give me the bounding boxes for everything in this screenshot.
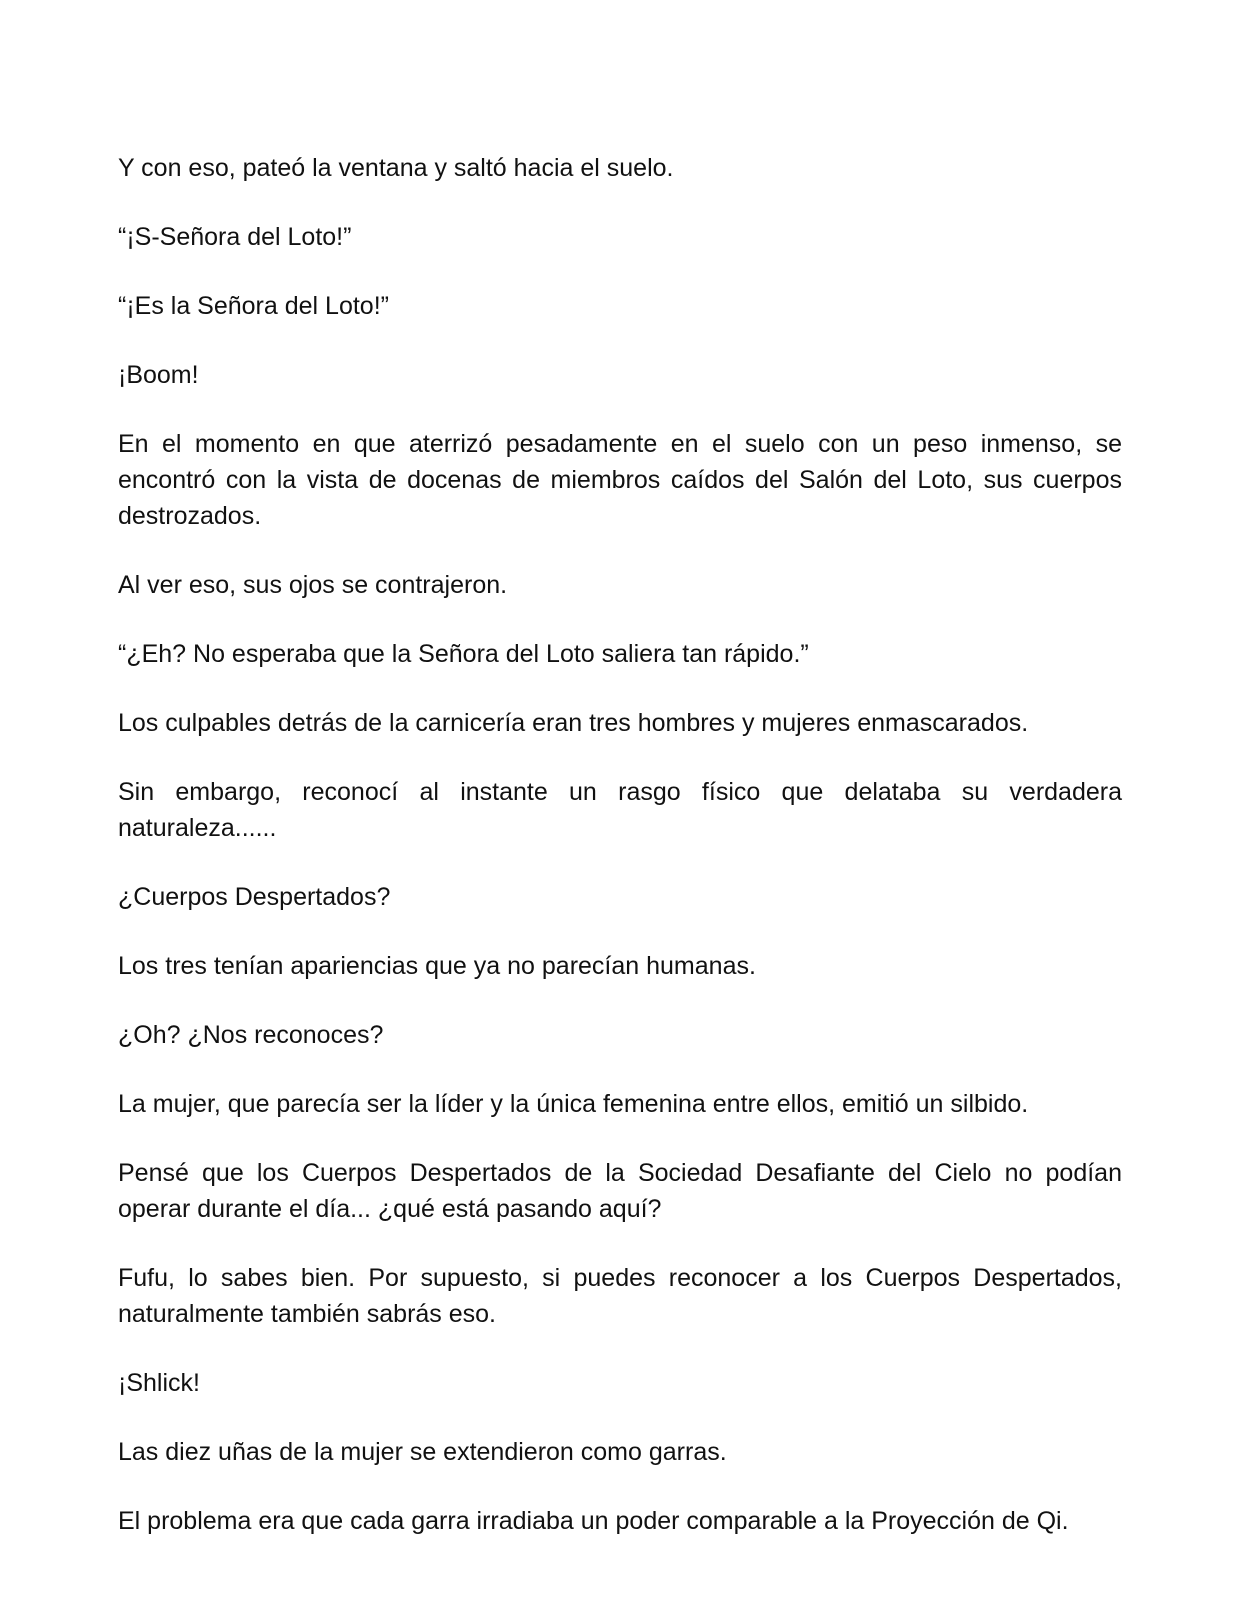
paragraph: “¡S-Señora del Loto!” (118, 223, 352, 251)
paragraph: ¿Oh? ¿Nos reconoces? (118, 1021, 384, 1049)
paragraph: Las diez uñas de la mujer se extendieron como garras. (118, 1438, 727, 1466)
document-body (118, 150, 1122, 1572)
paragraph: Sin embargo, reconocí al instante un rasgo físico que delataba su verdadera naturaleza...... (118, 778, 1122, 842)
paragraph: Pensé que los Cuerpos Despertados de la Sociedad Desafiante del Cielo no podían operar durante el día... ¿qué está pasando aquí? (118, 1159, 1122, 1223)
paragraph: La mujer, que parecía ser la líder y la única femenina entre ellos, emitió un silbido. (118, 1090, 1029, 1118)
paragraph: Y con eso, pateó la ventana y saltó hacia el suelo. (118, 154, 674, 182)
paragraph: “¡Es la Señora del Loto!” (118, 292, 389, 320)
paragraph: Fufu, lo sabes bien. Por supuesto, si puedes reconocer a los Cuerpos Despertados, naturalmente también sabrás eso. (118, 1264, 1122, 1328)
paragraph: Los culpables detrás de la carnicería eran tres hombres y mujeres enmascarados. (118, 709, 1029, 737)
paragraph: Los tres tenían apariencias que ya no parecían humanas. (118, 952, 756, 980)
paragraph: ¡Shlick! (118, 1369, 200, 1397)
paragraph: ¡Boom! (118, 361, 199, 389)
paragraph: El problema era que cada garra irradiaba un poder comparable a la Proyección de Qi. (118, 1507, 1069, 1535)
paragraph: ¿Cuerpos Despertados? (118, 883, 391, 911)
paragraph: En el momento en que aterrizó pesadamente en el suelo con un peso inmenso, se encontró con la vista de docenas de miembros caídos del Salón del Loto, sus cuerpos destrozados. (118, 430, 1122, 530)
paragraph: Al ver eso, sus ojos se contrajeron. (118, 571, 508, 599)
paragraph: “¿Eh? No esperaba que la Señora del Loto saliera tan rápido.” (118, 640, 809, 668)
